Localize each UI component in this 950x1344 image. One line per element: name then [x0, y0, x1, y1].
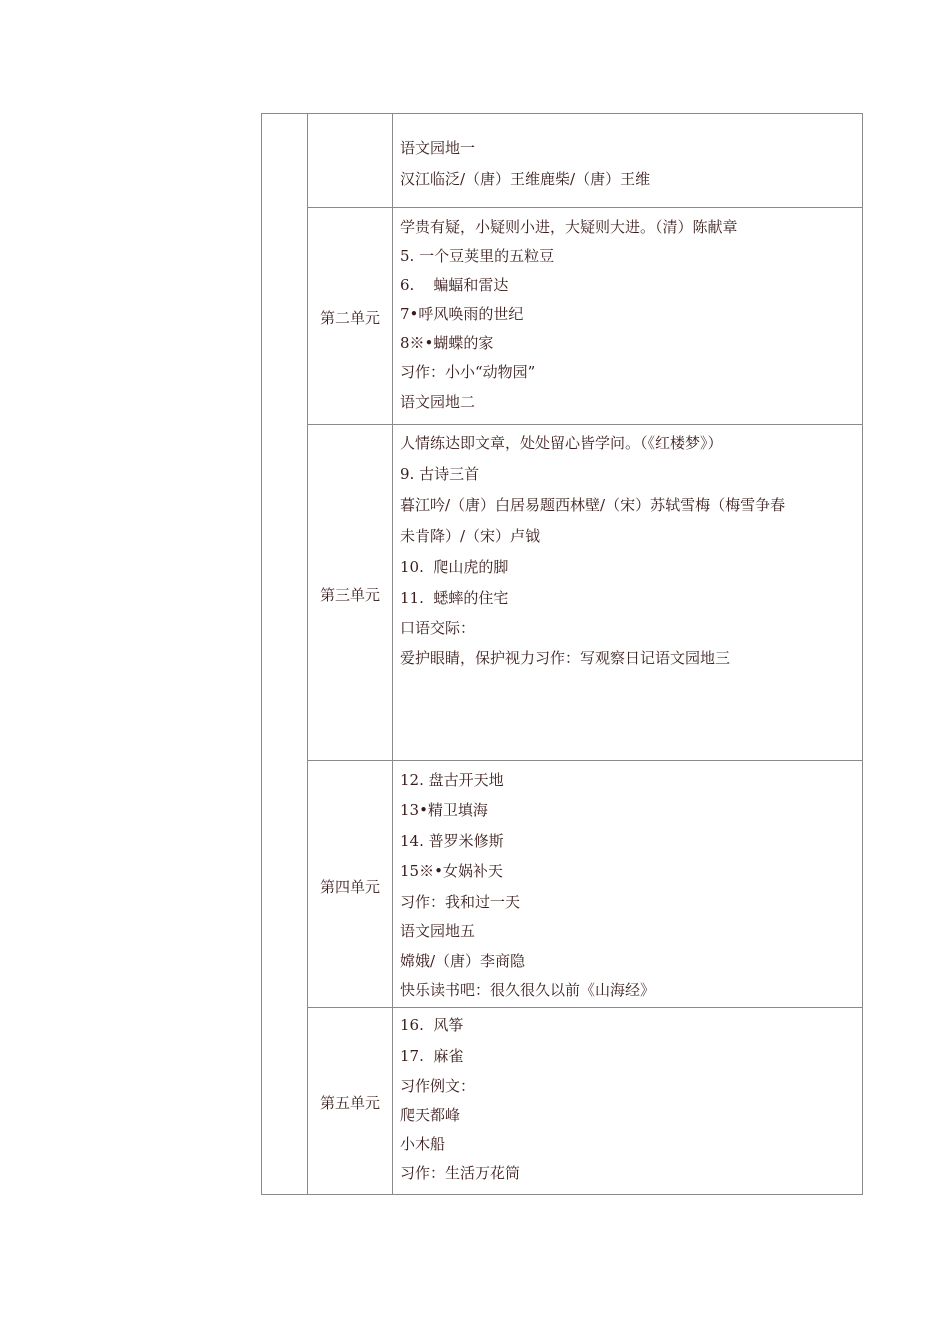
row-5-line-3: 习作例文：	[400, 1077, 476, 1095]
row-2-line-4: 7•呼风唤雨的世纪	[400, 305, 524, 323]
unit-label-2: 第二单元	[319, 309, 380, 327]
row-5-line-4: 爬天都峰	[400, 1106, 461, 1124]
row-2-line-7: 语文园地二	[400, 393, 476, 411]
row-4-line-5: 习作：我和过一天	[400, 893, 521, 911]
row-3-line-1: 人情练达即文章，处处留心皆学问。（《红楼梦》）	[400, 434, 723, 452]
unit-label-5: 第五单元	[319, 1094, 380, 1112]
row-4-line-8: 快乐读书吧：很久很久以前《山海经》	[400, 981, 656, 999]
row-divider	[307, 1007, 863, 1008]
row-2-line-1: 学贵有疑，小疑则小进，大疑则大进。（清）陈献章	[400, 218, 738, 236]
row-1-line-2: 汉江临泛/（唐）王维鹿柴/（唐）王维	[400, 170, 651, 188]
row-5-line-5: 小木船	[400, 1135, 446, 1153]
row-3-line-4: 未肯降）/（宋）卢钺	[400, 527, 541, 545]
row-2-line-5: 8※•蝴蝶的家	[400, 334, 494, 352]
row-5-line-6: 习作：生活万花筒	[400, 1164, 521, 1182]
row-1-line-1: 语文园地一	[400, 139, 476, 157]
row-divider	[307, 424, 863, 425]
row-3-line-2: 9. 古诗三首	[400, 465, 480, 483]
row-3-line-8: 爱护眼睛，保护视力习作：写观察日记语文园地三	[400, 649, 731, 667]
row-2-line-2: 5. 一个豆荚里的五粒豆	[400, 247, 555, 265]
unit-label-4: 第四单元	[319, 878, 380, 896]
row-3-line-7: 口语交际：	[400, 619, 476, 637]
unit-label-3: 第三单元	[319, 586, 380, 604]
row-5-line-1: 16. 风筝	[400, 1016, 464, 1034]
row-divider	[307, 760, 863, 761]
row-3-line-6: 11. 蟋蟀的住宅	[400, 589, 509, 607]
row-5-line-2: 17. 麻雀	[400, 1047, 464, 1065]
row-2-line-3: 6. 蝙蝠和雷达	[400, 276, 509, 294]
row-3-line-3: 暮江吟/（唐）白居易题西林壁/（宋）苏轼雪梅（梅雪争春	[400, 496, 786, 514]
column-divider-right	[392, 113, 393, 1195]
row-4-line-2: 13•精卫填海	[400, 801, 488, 819]
row-divider	[307, 207, 863, 208]
column-divider-left	[307, 113, 308, 1195]
row-4-line-3: 14. 普罗米修斯	[400, 832, 504, 850]
row-4-line-4: 15※•女娲补天	[400, 862, 503, 880]
row-4-line-6: 语文园地五	[400, 922, 476, 940]
row-4-line-1: 12. 盘古开天地	[400, 771, 504, 789]
row-3-line-5: 10. 爬山虎的脚	[400, 558, 509, 576]
row-4-line-7: 嫦娥/（唐）李商隐	[400, 952, 526, 970]
row-2-line-6: 习作：小小“动物园”	[400, 363, 536, 381]
